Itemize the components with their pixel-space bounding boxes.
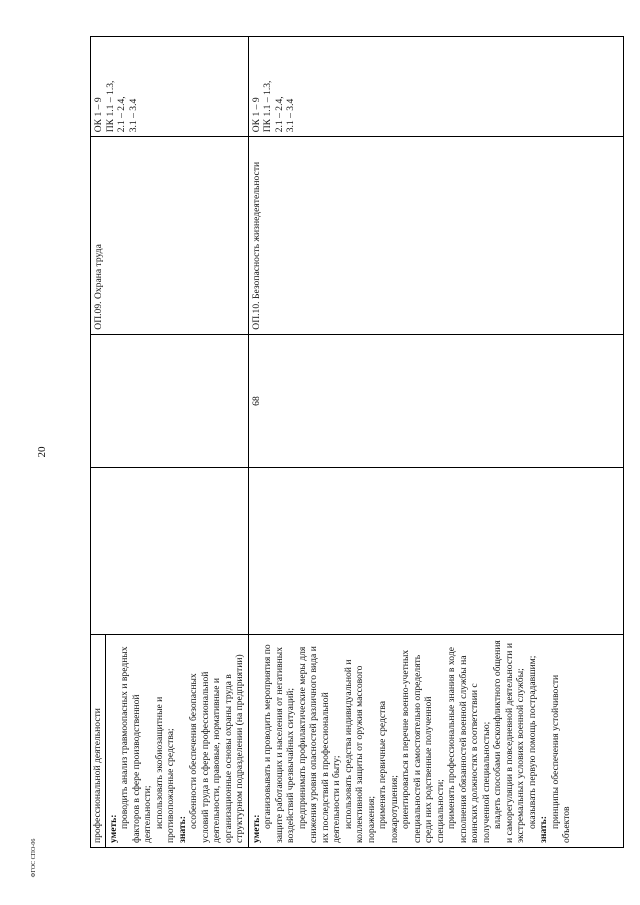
list-item: оказывать первую помощь пострадавшим;	[526, 655, 538, 829]
list-item: предпринимать профилактические меры для снижения уровня опасностей различного вида и их последствий в профессиональной деятельности и быту;	[296, 646, 342, 843]
list-item: применять первичные средства пожаротушения;	[377, 700, 400, 843]
competence-item: 3.1 – 3.4	[285, 98, 296, 133]
rotated-table-wrapper	[90, 36, 624, 848]
competence-item: ОК 1 – 9	[250, 97, 262, 133]
competence-item: ПК 1.1 – 1.3,	[262, 80, 273, 133]
list-item: ориентироваться в перечне военно-учетных специальностей и самостоятельно определять среди них родственные полученной специальности;	[400, 649, 446, 843]
table-row	[91, 37, 249, 848]
footer-code: ФГОС СПО-06	[31, 838, 37, 878]
discipline-cell: ОП.09. Охрана труда	[91, 137, 249, 334]
content-cell	[248, 635, 624, 848]
table-row	[248, 37, 624, 848]
list-item: применять профессиональные знания в ходе исполнения обязанностей военной службы на воинских должностях в соответствии с полученной специальностью;	[446, 647, 492, 843]
class-hours-cell	[91, 334, 249, 468]
competence-item: 2.1 – 2.4,	[273, 96, 285, 133]
list-item: использовать средства индивидуальной и коллективной защиты от оружия массового поражения;	[342, 659, 377, 843]
umet-label: уметь:	[250, 814, 262, 843]
competence-item: 3.1 – 3.4	[127, 98, 139, 133]
list-item: принципы обеспечения устойчивости объектов	[549, 674, 572, 843]
list-item: использовать экобиозащитные и противопожарные средства;	[153, 696, 176, 843]
list-item: проводить анализ травмоопасных и вредных факторов в сфере производственной деятельности;	[119, 646, 153, 843]
page-number: 20	[36, 446, 48, 458]
umet-label: уметь:	[107, 814, 119, 843]
competence-item: 2.1 – 2.4,	[116, 96, 127, 133]
prev-row-tail: профессиональной деятельности	[91, 635, 106, 847]
znat-label: знать:	[538, 816, 549, 843]
list-item: организовывать и проводить мероприятия по защите работающих и населения от негативных воздействий чрезвычайных ситуаций;	[262, 644, 296, 843]
class-hours-cell: 68	[248, 334, 624, 468]
list-item: особенности обеспечения безопасных условий труда в сфере профессиональной деятельности, правовые, нормативные и организационные основы охраны труда в структурном подразделении (на предприятии)	[188, 654, 245, 843]
max-hours-cell	[248, 468, 624, 635]
competences-cell	[91, 37, 249, 137]
discipline-cell: ОП.10. Безопасность жизнедеятельности	[248, 137, 624, 334]
curriculum-table	[90, 36, 624, 848]
competences-cell	[248, 37, 624, 137]
max-hours-cell	[91, 468, 249, 635]
competence-item: ОК 1 – 9	[93, 97, 104, 133]
znat-label: знать:	[176, 816, 188, 843]
content-cell	[91, 635, 249, 848]
competence-item: ПК 1.1 – 1.3,	[104, 80, 116, 133]
list-item: владеть способами бесконфликтного общения и саморегуляции в повседневной деятельности и экстремальных условиях военной службы;	[492, 640, 526, 843]
